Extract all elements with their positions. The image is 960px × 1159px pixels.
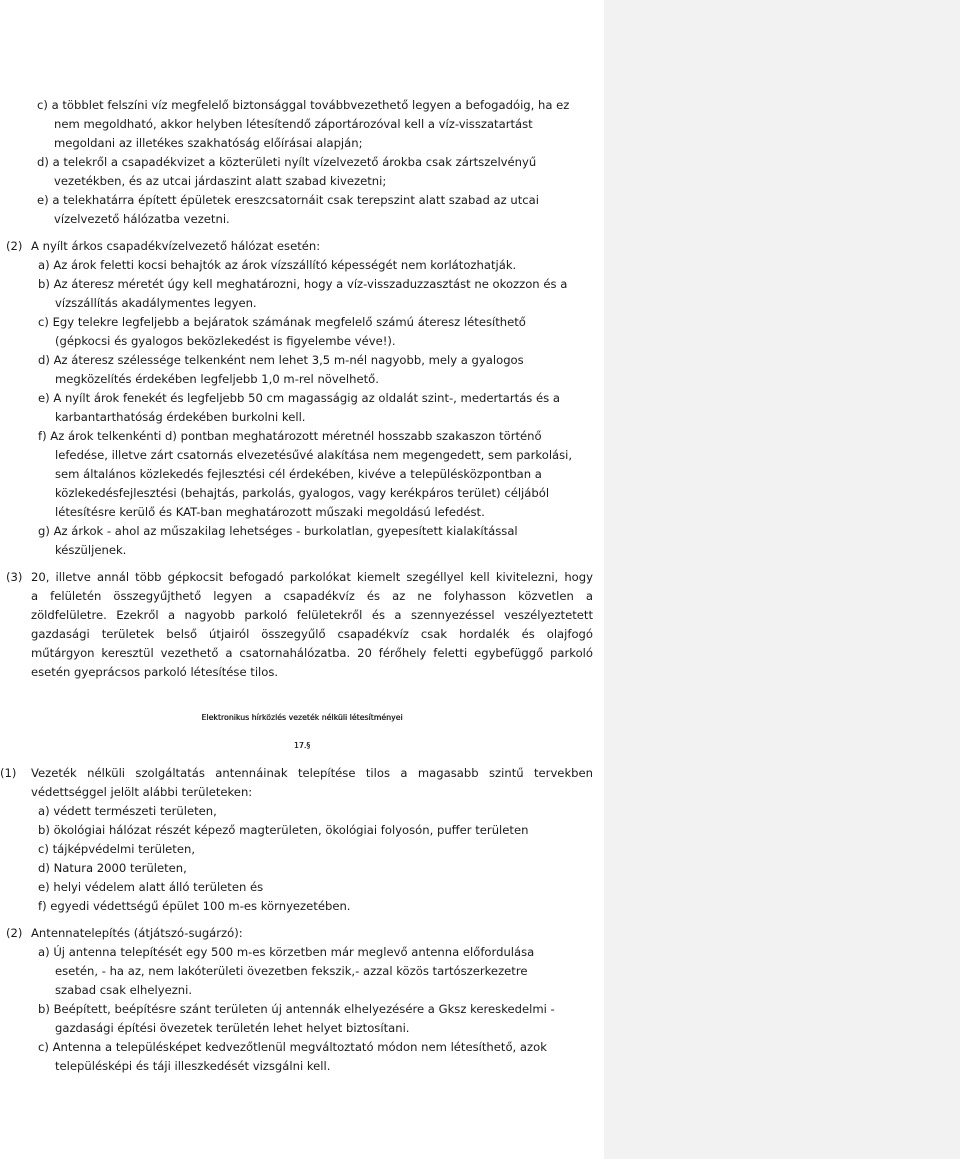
list-item: b) ökológiai hálózat részét képező magterületen, ökológiai folyosón, puffer területen (38, 823, 529, 837)
text-line: készüljenek. (55, 543, 127, 557)
text-line: c) a többlet felszíni víz megfelelő biztonsággal továbbvezethető legyen a befogadóig, ha ez (37, 98, 570, 112)
text-line: b) Az áteresz méretét úgy kell meghatározni, hogy a víz-visszaduzzasztást ne okozzon és a (38, 277, 568, 291)
comment-margin-pane (604, 0, 960, 1159)
text-line: nem megoldható, akkor helyben létesítendő záportározóval kell a víz-visszatartást (54, 117, 533, 131)
text-line: c) Egy telekre legfeljebb a bejáratok számának megfelelő számú áteresz létesíthető (38, 315, 526, 329)
list-item: d) Natura 2000 területen, (38, 861, 187, 875)
text-line: létesítésre kerülő és KAT-ban meghatározott műszaki megoldású lefedést. (55, 505, 485, 519)
paragraph-number: (2) (6, 926, 23, 940)
text-line: védettséggel jelölt alábbi területeken: (31, 785, 253, 799)
text-line: karbantarthatóság érdekében burkolni kell. (55, 410, 306, 424)
section-title: Elektronikus hírközlés vezeték nélküli létesítményei (201, 713, 403, 722)
paragraph-number: (1) (0, 766, 17, 780)
paragraph-number: (2) (6, 239, 23, 253)
text-line: szabad csak elhelyezni. (55, 983, 193, 997)
text-line: Vezeték nélküli szolgáltatás antennáinak telepítése tilos a magasabb szintű tervekben (31, 766, 593, 780)
list-item: c) tájképvédelmi területen, (38, 842, 196, 856)
text-line: zöldfelületre. Ezekről a nagyobb parkoló felületekről és a szennyezéssel veszélyeztetett (31, 608, 593, 622)
text-line: műtárgyon keresztül vezethető a csatornahálózatba. 20 férőhely feletti egybefüggő parkoló (31, 646, 593, 660)
text-line: vízelvezető hálózatba vezetni. (54, 212, 230, 226)
text-line: d) a telekről a csapadékvizet a közterületi nyílt vízelvezető árokba csak zártszelvényű (37, 155, 537, 169)
text-line: (gépkocsi és gyalogos beközlekedést is figyelembe véve!). (55, 334, 396, 348)
text-line: 20, illetve annál több gépkocsit befogadó parkolókat kiemelt szegéllyel kell kivitelezni, hogy (31, 570, 593, 584)
text-line: közlekedésfejlesztési (behajtás, parkolás, gyalogos, vagy kerékpáros terület) céljából (55, 486, 550, 500)
text-line: Antennatelepítés (átjátszó-sugárzó): (31, 926, 243, 940)
text-line: a felületén összegyűjthető legyen a csapadékvíz és az ne folyhasson közvetlen a (31, 589, 593, 603)
text-line: A nyílt árkos csapadékvízelvezető hálózat esetén: (31, 239, 321, 253)
text-line: vízszállítás akadálymentes legyen. (55, 296, 257, 310)
text-line: megoldani az illetékes szakhatóság előírásai alapján; (54, 136, 363, 150)
section-number: 17.§ (293, 741, 311, 750)
list-item: f) egyedi védettségű épület 100 m-es környezetében. (38, 899, 351, 913)
list-item: e) helyi védelem alatt álló területen és (38, 880, 264, 894)
text-line: b) Beépített, beépítésre szánt területen új antennák elhelyezésére a Gksz kereskedelmi - (38, 1002, 555, 1016)
text-line: a) Az árok feletti kocsi behajtók az árok vízszállító képességét nem korlátozhatják. (38, 258, 517, 272)
text-line: a) Új antenna telepítését egy 500 m-es körzetben már meglevő antenna előfordulása (38, 945, 535, 959)
text-line: településképi és táji illeszkedését vizsgálni kell. (55, 1059, 331, 1073)
text-line: sem általános közlekedés fejlesztési cél érdekében, kivéve a településközpontban a (55, 467, 542, 481)
text-line: esetén gyeprácsos parkoló létesítése tilos. (31, 665, 279, 679)
text-line: e) A nyílt árok fenekét és legfeljebb 50 cm magasságig az oldalát szint-, medertartás és a (38, 391, 560, 405)
text-line: vezetékben, és az utcai járdaszint alatt szabad kivezetni; (54, 174, 387, 188)
list-item: a) védett természeti területen, (38, 804, 217, 818)
text-line: f) Az árok telkenkénti d) pontban meghatározott méretnél hosszabb szakaszon történő (38, 429, 542, 443)
text-line: esetén, - ha az, nem lakóterületi övezetben fekszik,- azzal közös tartószerkezetre (55, 964, 528, 978)
text-line: d) Az áteresz szélessége telkenként nem lehet 3,5 m-nél nagyobb, mely a gyalogos (38, 353, 524, 367)
text-line: c) Antenna a településképet kedvezőtlenül megváltoztató módon nem létesíthető, azok (38, 1040, 547, 1054)
paragraph-number: (3) (6, 570, 23, 584)
text-line: gazdasági területek belső útjairól összegyűlő csapadékvíz csak hordalék és olajfogó (31, 627, 593, 641)
text-line: g) Az árkok - ahol az műszakilag lehetséges - burkolatlan, gyepesített kialakítással (38, 524, 518, 538)
text-line: megközelítés érdekében legfeljebb 1,0 m-rel növelhető. (55, 372, 379, 386)
text-line: e) a telekhatárra épített épületek ereszcsatornáit csak terepszint alatt szabad az utcai (37, 193, 540, 207)
text-line: gazdasági építési övezetek területén lehet helyet biztosítani. (55, 1021, 410, 1035)
text-line: lefedése, illetve zárt csatornás elvezetésűvé alakítása nem megengedett, sem parkolási, (55, 448, 573, 462)
